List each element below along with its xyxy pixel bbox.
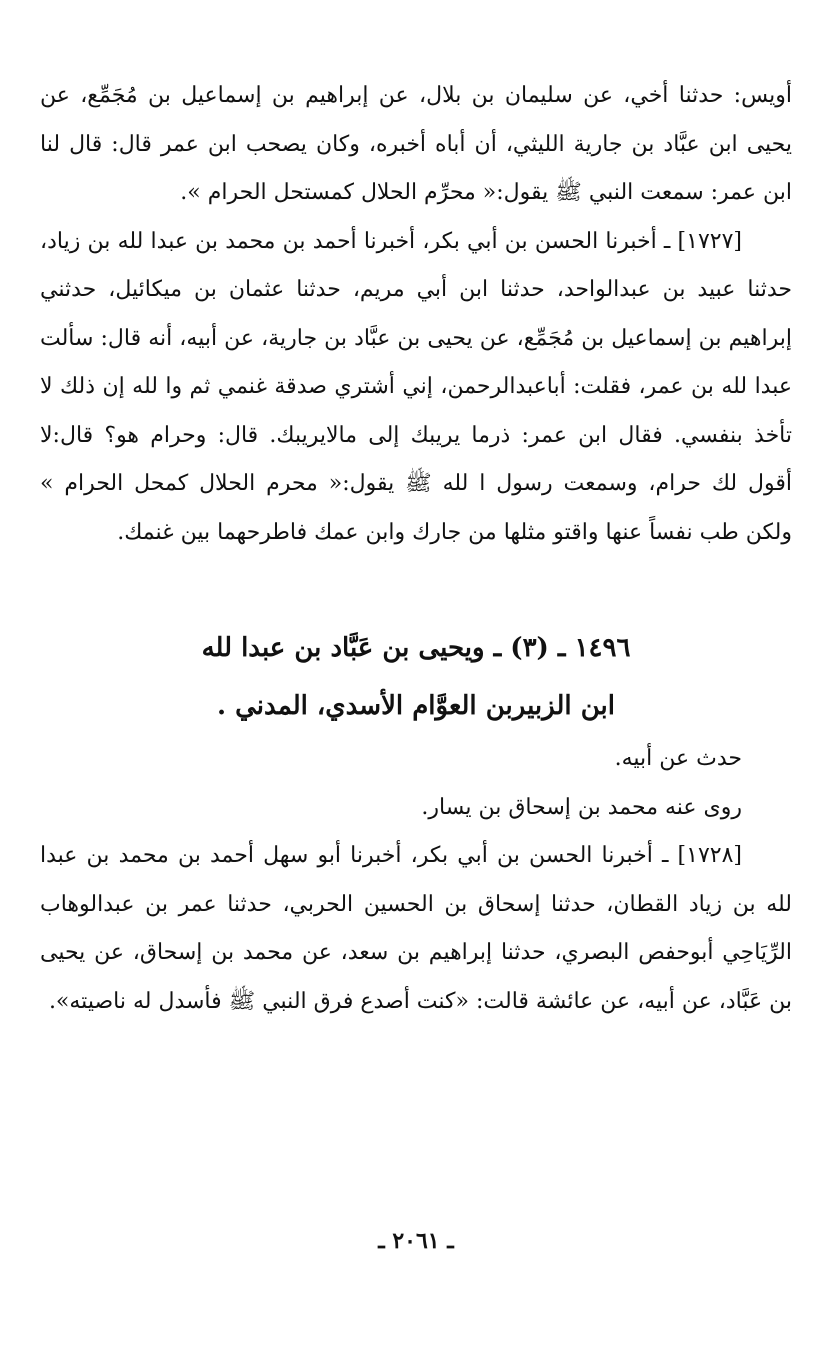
paragraph-continuation: أويس: حدثنا أخي، عن سليمان بن بلال، عن إبراهيم بن إسماعيل بن مُجَمِّع، عن يحيى ابن عبَّاد بن جارية الليثي، أن أباه أخبره، وكان يصحب ابن عمر قال: قال لنا ابن عمر: سمعت النبي ﷺ يقول:« محرِّم الحلال كمستحل الحرام ». — [40, 83, 792, 205]
bio-narrated-by: روى عنه محمد بن إسحاق بن يسار. — [421, 794, 742, 820]
paragraph-hadith-1728: [١٧٢٨] ـ أخبرنا الحسن بن أبي بكر، أخبرنا أبو سهل أحمد بن محمد بن عبدا لله بن زياد القطان، حدثنا إسحاق بن الحسين الحربي، حدثنا عمر بن عبدالوهاب الرِّيَاحِي أبوحفص البصري، حدثنا إبراهيم بن سعد، عن محمد بن إسحاق، عن يحيى بن عَبَّاد، عن أبيه، عن عائشة قالت: «كنت أصدع فرق النبي ﷺ فأسدل له ناصيته». — [40, 843, 792, 1014]
document-page — [40, 72, 792, 1026]
paragraph-hadith-1727: [١٧٢٧] ـ أخبرنا الحسن بن أبي بكر، أخبرنا أحمد بن محمد بن عبدا لله بن زياد، حدثنا عبيد بن عبدالواحد، حدثنا ابن أبي مريم، حدثنا عثمان بن ميكائيل، حدثني إبراهيم بن إسماعيل بن مُجَمِّع، عن يحيى بن عبَّاد بن جارية، عن أبيه، أنه قال: سألت عبدا لله بن عمر، فقلت: أباعبدالرحمن، إني أشتري صدقة غنمي ثم وا لله إن ذلك لا تأخذ بنفسي. فقال ابن عمر: ذرما يريبك إلى مالايريبك. قال: وحرام هو؟ قال:لا أقول لك حرام، وسمعت رسول ا لله ﷺ يقول:« محرم الحلال كمحل الحرام » ولكن طب نفساً عنها واقتو مثلها من جارك وابن عمك فاطرحهما بين غنمك. — [40, 228, 792, 545]
section-gap — [40, 557, 792, 619]
page-number: ـ ٢٠٦١ ـ — [378, 1228, 454, 1254]
bio-narrated-from: حدث عن أبيه. — [614, 746, 742, 771]
entry-heading-line-1: ١٤٩٦ ـ (٣) ـ ويحيى بن عَبَّاد بن عبدا لله — [201, 633, 631, 663]
entry-heading-line-2: ابن الزبيربن العوَّام الأسدي، المدني . — [217, 691, 615, 721]
